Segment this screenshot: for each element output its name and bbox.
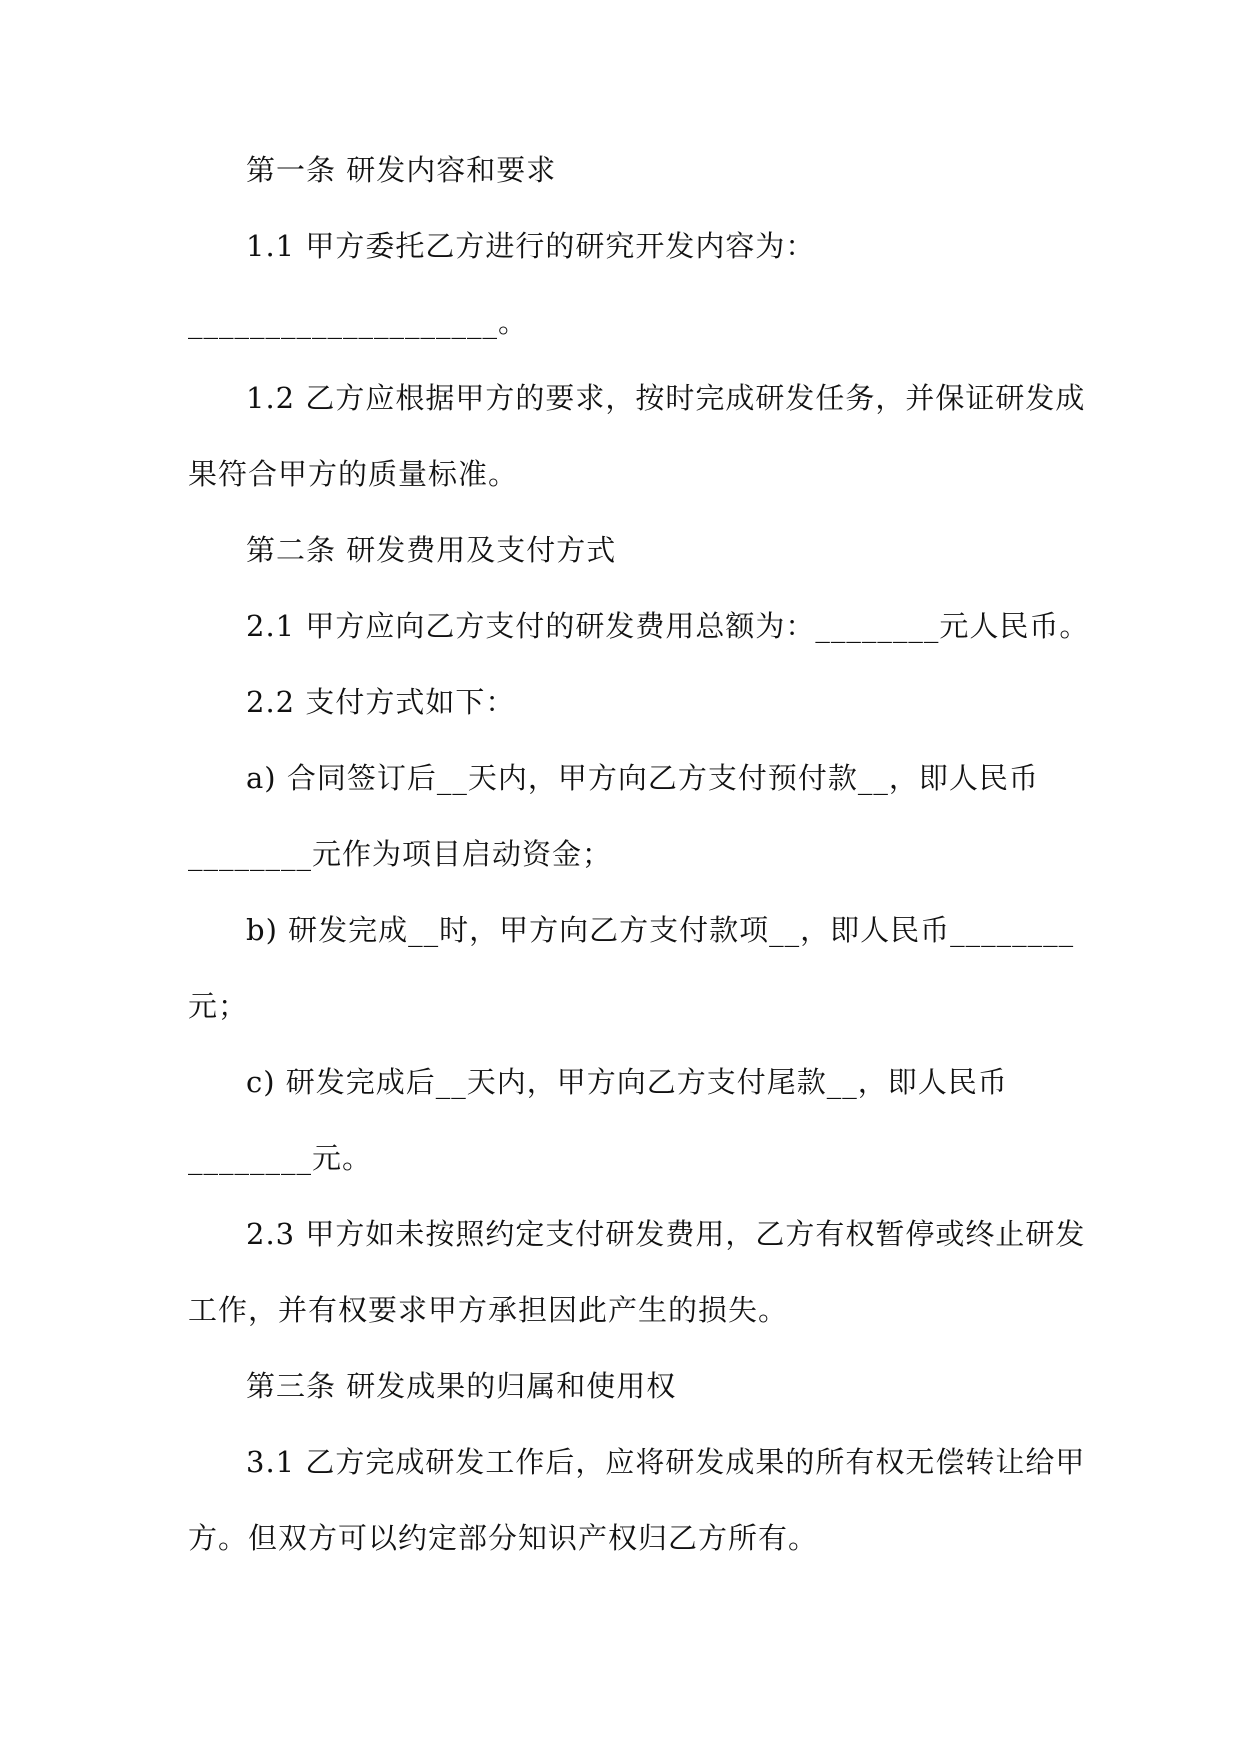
clause-3-1: 3.1 乙方完成研发工作后，应将研发成果的所有权无偿转让给甲 [246,1445,1086,1479]
article-2-heading: 第二条 研发费用及支付方式 [246,533,617,567]
clause-3-1-cont: 方。但双方可以约定部分知识产权归乙方所有。 [188,1521,819,1555]
clause-2-2-c: c) 研发完成后__天内，甲方向乙方支付尾款__，即人民币 [246,1065,1008,1099]
clause-1-1: 1.1 甲方委托乙方进行的研究开发内容为： [246,229,816,263]
clause-2-2-b: b) 研发完成__时，甲方向乙方支付款项__，即人民币________ [246,913,1075,947]
clause-2-2-c-cont: ________元。 [188,1141,373,1175]
clause-2-1: 2.1 甲方应向乙方支付的研发费用总额为：________元人民币。 [246,609,1090,643]
clause-2-3: 2.3 甲方如未按照约定支付研发费用，乙方有权暂停或终止研发 [246,1217,1086,1251]
clause-1-2: 1.2 乙方应根据甲方的要求，按时完成研发任务，并保证研发成 [246,381,1086,415]
clause-2-2-a: a) 合同签订后__天内，甲方向乙方支付预付款__，即人民币 [246,761,1039,795]
clause-1-2-cont: 果符合甲方的质量标准。 [188,457,519,491]
article-3-heading: 第三条 研发成果的归属和使用权 [246,1369,677,1403]
clause-1-1-blank: ____________________。 [188,305,529,339]
clause-2-2-a-cont: ________元作为项目启动资金； [188,837,613,871]
clause-2-2: 2.2 支付方式如下： [246,685,516,719]
clause-2-3-cont: 工作，并有权要求甲方承担因此产生的损失。 [188,1293,789,1327]
clause-2-2-b-cont: 元； [188,989,249,1023]
article-1-heading: 第一条 研发内容和要求 [246,153,557,187]
